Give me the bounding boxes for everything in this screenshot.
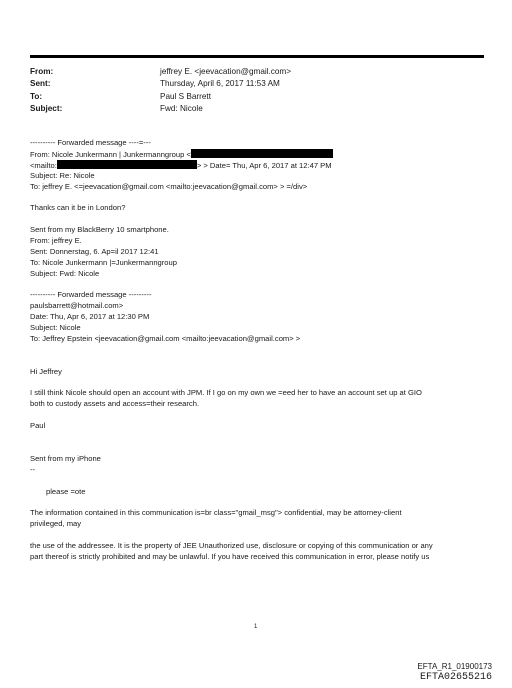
quoted-from: From: jeffrey E. [30, 236, 82, 246]
message-line-1: I still think Nicole should open an account with JPM. If I go on my own we =eed her to have an account set up at GIO [30, 388, 422, 398]
forwarded-header-1: ---------- Forwarded message ----=--- [30, 138, 151, 147]
forwarded-subject-2: Subject: Nicole [30, 323, 81, 333]
to-row [30, 91, 291, 103]
forwarded-header-2: ---------- Forwarded message --------- [30, 290, 152, 300]
disclaimer-line-4: part thereof is strictly prohibited and may be unlawful. If you have received this communication in error, please notify us [30, 551, 430, 561]
disclaimer-line-2: privileged, may [30, 519, 82, 529]
to-label: To: [30, 91, 43, 101]
sent-label: Sent: [30, 79, 51, 89]
disclaimer-line-1: The information contained in this communication is=br class="gmail_msg"> confidential, may be attorney-client [30, 508, 402, 518]
forwarded-from-1 [30, 149, 490, 160]
from-value: jeffrey E. <jeevacation@gmail.com> [160, 67, 292, 76]
forwarded-to-2: To: Jeffrey Epstein <jeevacation@gmail.com <mailto:jeevacation@gmail.com> > [30, 334, 301, 344]
quoted-to: To: Nicole Junkermann |=Junkermanngroup [30, 257, 177, 267]
page-number: 1 [254, 624, 258, 630]
from-label: From: [30, 67, 54, 76]
please-note: please =ote [46, 486, 86, 496]
bates-number-1: EFTA_R1_01900173 [417, 662, 492, 671]
bates-number-2: EFTA02655216 [419, 672, 492, 683]
greeting: Hi Jeffrey [30, 366, 62, 376]
signoff: Paul [30, 421, 46, 431]
forwarded-from-1-text: From: Nicole Junkermann | Junkermanngroup < [30, 149, 191, 159]
mailto-prefix: <mailto: [30, 160, 57, 170]
from-row [30, 66, 291, 78]
reply-text: Thanks can it be in London? [30, 203, 126, 213]
header-rule [30, 55, 484, 58]
subject-value: Fwd: Nicole [160, 104, 203, 114]
quoted-sent: Sent: Donnerstag, 6. Ap=il 2017 12:41 [30, 246, 159, 256]
forwarded-date-2: Date: Thu, Apr 6, 2017 at 12:30 PM [30, 312, 150, 322]
sent-row [30, 78, 291, 90]
redaction-bar [57, 160, 197, 169]
sent-from-iphone: Sent from my iPhone [30, 453, 101, 463]
subject-label: Subject: [30, 104, 63, 114]
subject-row [30, 103, 291, 115]
email-header [30, 66, 291, 116]
forwarded-to-1: To: jeffrey E. <=jeevacation@gmail.com <mailto:jeevacation@gmail.com> > =/div> [30, 181, 308, 191]
forwarded-date-1: > > Date= Thu, Apr 6, 2017 at 12:47 PM [196, 160, 332, 170]
sent-value: Thursday, April 6, 2017 11:53 AM [160, 79, 280, 89]
quoted-subject: Subject: Fwd: Nicole [30, 268, 100, 278]
sent-from-blackberry: Sent from my BlackBerry 10 smartphone. [30, 225, 169, 235]
to-value: Paul S Barrett [160, 91, 211, 101]
email-body [30, 138, 490, 563]
signature-dashes: -- [30, 464, 36, 474]
disclaimer-line-3: the use of the addressee. It is the property of JEE Unauthorized use, disclosure or copying of this communication or any [30, 540, 433, 550]
message-line-2: both to custody assets and access=their research. [30, 399, 200, 409]
forwarded-mailto-1 [30, 160, 490, 171]
redaction-bar [191, 149, 333, 158]
forwarded-from-2: paulsbarrett@hotmail.com> [30, 301, 124, 311]
forwarded-subject-1: Subject: Re: Nicole [30, 170, 95, 180]
